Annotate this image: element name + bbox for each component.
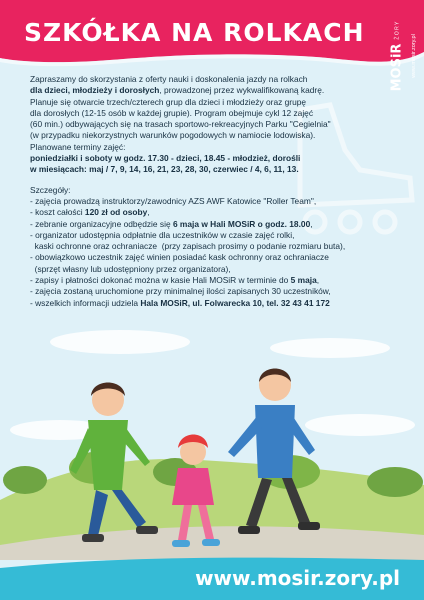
details-item: - organizator udostępnia odpłatnie dla uczestników w czasie zajęć rolki,: [30, 229, 295, 240]
intro-line: (w przypadku niekorzystnych warunków pogodowych w namiocie lodowiska).: [30, 130, 316, 141]
schedule-dates: w miesiącach: maj / 7, 9, 14, 16, 21, 23, 28, 30, czerwiec / 4, 6, 11, 13.: [30, 164, 299, 175]
details-text: - zapisy i płatności dokonać można w kasie Hali MOSiR w terminie do: [30, 275, 291, 286]
intro-line: Zapraszamy do skorzystania z oferty nauki i doskonalenia jazdy na rolkach: [30, 74, 308, 84]
details-emphasis: 6 maja w Hali MOSiR o godz. 18.00: [172, 218, 311, 229]
details-item: kaski ochronne oraz ochraniacze (przy zapisach prosimy o podanie rozmiaru buta),: [30, 241, 346, 252]
intro-emphasis: dla dzieci, młodzieży i dorosłych: [30, 85, 160, 96]
intro-text: , prowadzonej przez wykwalifikowaną kadrę.: [159, 85, 325, 96]
schedule-line: [30, 153, 398, 164]
spacer: [30, 176, 398, 185]
schedule-days: poniedziałki i soboty w godz. 17.30 - dzieci, 18.45 - młodzież, dorośli: [30, 153, 301, 164]
details-emphasis: 5 maja: [290, 275, 317, 286]
content-text: [30, 74, 398, 309]
website-link[interactable]: www.mosir.zory.pl: [195, 566, 400, 590]
details-item: [30, 207, 398, 218]
schedule-line: [30, 164, 398, 175]
details-item: (sprzęt własny lub udostępniony przez organizatora),: [30, 263, 231, 274]
logo-name: MOSiR: [389, 43, 405, 91]
details-text: - zebranie organizacyjne odbędzie się: [30, 218, 173, 229]
logo-tagline: Ż O R Y: [394, 21, 401, 40]
intro-line: Planuje się otwarcie trzech/czterech grup dla dzieci i młodzieży oraz grupę: [30, 96, 307, 107]
intro-line: dla dorosłych (12-15 osób w każdej grupie). Program obejmuje cykl 12 zajęć: [30, 107, 314, 118]
details-item: - zajęcia prowadzą instruktorzy/zawodnicy AZS AWF Katowice "Roller Team",: [30, 195, 317, 206]
intro-line: (60 min.) odbywających się na trasach sportowo-rekreacyjnych Parku "Cegielnia": [30, 119, 331, 130]
page-title: SZKÓŁKA NA ROLKACH: [24, 18, 365, 47]
details-item: [30, 275, 398, 286]
details-text: ,: [147, 207, 150, 218]
clouds: [10, 330, 415, 440]
details-text: - wszelkich informacji udziela: [30, 297, 141, 308]
contact-info: Hala MOSiR, ul. Folwarecka 10, tel. 32 43 41 172: [140, 297, 330, 308]
details-emphasis: 120 zł od osoby: [84, 207, 148, 218]
details-item: [30, 298, 398, 309]
details-heading: Szczegóły:: [30, 184, 71, 195]
logo-url-text: www.mosir.zory.pl: [411, 34, 418, 78]
details-text: ,: [316, 275, 320, 286]
details-text: - koszt całości: [30, 207, 85, 218]
intro-line: [30, 85, 398, 96]
logo-url: [408, 18, 420, 94]
intro-line: Planowane terminy zajęć:: [30, 141, 126, 152]
details-text: ,: [310, 218, 313, 229]
details-item: - obowiązkowo uczestnik zajęć winien posiadać kask ochronny oraz ochraniacze: [30, 252, 329, 263]
details-item: - zajęcia zostaną uruchomione przy minimalnej ilości zapisanych 30 uczestników,: [30, 286, 331, 297]
details-item: [30, 219, 398, 230]
